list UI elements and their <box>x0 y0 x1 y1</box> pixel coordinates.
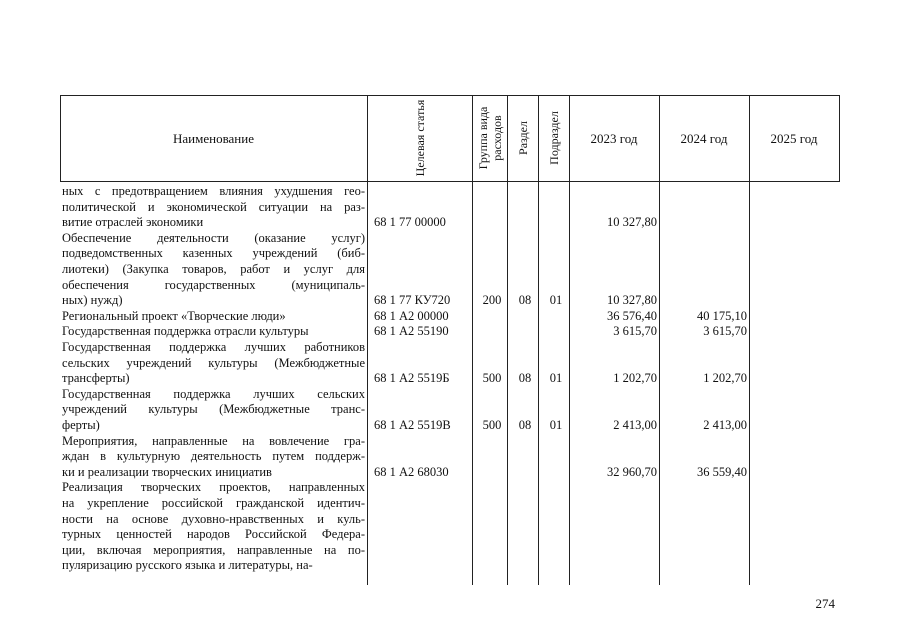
row-group: 500 <box>482 417 502 432</box>
row-section: 08 <box>518 371 532 386</box>
row-name-line: трансферты) <box>62 371 130 386</box>
table-row <box>60 184 840 231</box>
table-row <box>60 231 840 309</box>
header-group: Группа вида расходов <box>476 106 504 170</box>
row-name <box>62 184 365 231</box>
row-name <box>62 324 365 340</box>
row-subsection: 01 <box>549 293 563 308</box>
header-bottom-border <box>60 181 840 182</box>
row-name <box>62 480 365 574</box>
row-name-line: ферты) <box>62 417 100 432</box>
header-name: Наименование <box>173 130 254 146</box>
row-name-line: ных с предотвращением влияния ухудшения гео- <box>62 184 365 198</box>
row-name <box>62 340 365 387</box>
row-name-line: Обеспечение деятельности (оказание услуг) <box>62 230 365 245</box>
row-2023: 3 615,70 <box>613 324 657 339</box>
row-name <box>62 231 365 309</box>
row-section: 08 <box>518 417 532 432</box>
row-code: 68 1 А2 55190 <box>374 324 449 339</box>
row-2024: 3 615,70 <box>703 324 747 339</box>
header-subsection: Подраздел <box>547 111 561 165</box>
header-2023: 2023 год <box>590 130 638 146</box>
row-group: 200 <box>482 293 502 308</box>
row-code: 68 1 А2 68030 <box>374 464 449 479</box>
row-name-line: пуляризацию русского языка и литературы, на- <box>62 558 313 573</box>
row-name-line: Региональный проект «Творческие люди» <box>62 308 286 323</box>
row-name-line: турных ценностей народов Российской Федера- <box>62 527 365 542</box>
header-2025: 2025 год <box>770 130 818 146</box>
row-code: 68 1 77 КУ720 <box>374 293 451 308</box>
table-row <box>60 309 840 325</box>
row-code: 68 1 77 00000 <box>374 215 446 230</box>
table-row <box>60 324 840 340</box>
row-2023: 1 202,70 <box>613 371 657 386</box>
row-code: 68 1 А2 5519В <box>374 417 451 432</box>
row-group: 500 <box>482 371 502 386</box>
row-2024: 36 559,40 <box>697 464 747 479</box>
row-name-line: Государственная поддержка лучших работников <box>62 340 365 354</box>
row-2024: 1 202,70 <box>703 371 747 386</box>
row-name <box>62 387 365 434</box>
row-2023: 36 576,40 <box>607 308 657 323</box>
row-name-line: политической и экономической ситуации на раз- <box>62 199 365 214</box>
row-name-line: ных) нужд) <box>62 293 123 308</box>
row-subsection: 01 <box>549 417 563 432</box>
page-number: 274 <box>815 596 835 611</box>
row-name-line: обеспечения государственных (муниципаль- <box>62 277 365 292</box>
row-name <box>62 309 365 325</box>
header-section: Раздел <box>516 121 530 155</box>
table-row <box>60 480 840 574</box>
row-2024: 40 175,10 <box>697 308 747 323</box>
row-name-line: лиотеки) (Закупка товаров, работ и услуг для <box>62 261 365 276</box>
row-name-line: Государственная поддержка лучших сельских <box>62 386 365 401</box>
table-row <box>60 340 840 387</box>
table-row <box>60 434 840 481</box>
table-row <box>60 387 840 434</box>
row-2023: 32 960,70 <box>607 464 657 479</box>
row-name-line: витие отраслей экономики <box>62 215 204 230</box>
header-2024: 2024 год <box>680 130 728 146</box>
row-name-line: на укрепление российской гражданской идентич- <box>62 495 365 510</box>
row-section: 08 <box>518 293 532 308</box>
row-2023: 2 413,00 <box>613 417 657 432</box>
row-name-line: Реализация творческих проектов, направленных <box>62 480 365 495</box>
row-name-line: ции, включая мероприятия, направленные на по- <box>62 542 365 557</box>
row-2023: 10 327,80 <box>607 215 657 230</box>
row-name-line: Мероприятия, направленные на вовлечение гра- <box>62 433 365 448</box>
row-name <box>62 434 365 481</box>
row-2024: 2 413,00 <box>703 417 747 432</box>
col-border <box>839 95 840 181</box>
row-name-line: сельских учреждений культуры (Межбюджетные <box>62 355 365 370</box>
row-name-line: Государственная поддержка отрасли культуры <box>62 324 309 339</box>
row-name-line: подведомственных казенных учреждений (биб- <box>62 246 365 261</box>
row-subsection: 01 <box>549 371 563 386</box>
row-code: 68 1 А2 00000 <box>374 308 449 323</box>
row-name-line: учреждений культуры (Межбюджетные транс- <box>62 402 365 417</box>
row-code: 68 1 А2 5519Б <box>374 371 450 386</box>
row-name-line: ждан в культурную деятельность путем поддерж- <box>62 449 365 464</box>
row-2023: 10 327,80 <box>607 293 657 308</box>
header-target: Целевая статья <box>413 99 427 177</box>
row-name-line: ки и реализации творческих инициатив <box>62 464 272 479</box>
budget-table <box>60 95 840 585</box>
row-name-line: ности на основе духовно-нравственных и куль- <box>62 511 365 526</box>
